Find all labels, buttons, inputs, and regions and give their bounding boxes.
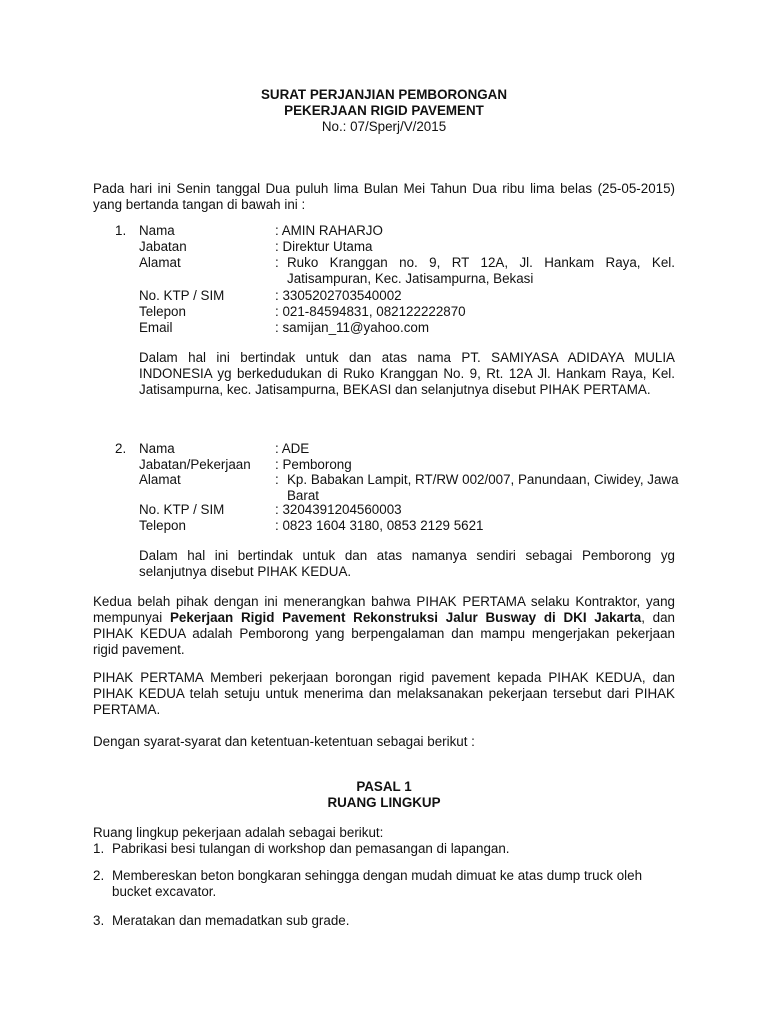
party-1-alamat-value: Ruko Kranggan no. 9, RT 12A, Jl. Hankam Raya, Kel. Jatisampuran, Kec. Jatisampurna, Bekasi (287, 255, 675, 286)
party-1-number: 1. (115, 223, 127, 238)
list-item-text: Meratakan dan memadatkan sub grade. (112, 913, 350, 928)
party-2-nama-value: : ADE (275, 441, 310, 456)
list-item-text: Pabrikasi besi tulangan di workshop dan pemasangan di lapangan. (112, 841, 510, 856)
paragraph-1-text-before: Kedua belah pihak dengan ini menerangkan bahwa PIHAK PERTAMA selaku Kontraktor, yang mempunyai (93, 594, 675, 625)
party-2-statement: Dalam hal ini bertindak untuk dan atas namanya sendiri sebagai Pemborong yg selanjutnya disebut PIHAK KEDUA. (139, 548, 675, 579)
agreement-paragraph-3: Dengan syarat-syarat dan ketentuan-ketentuan sebagai berikut : (93, 734, 475, 749)
party-1-ktp-label: No. KTP / SIM (139, 288, 225, 303)
intro-paragraph: Pada hari ini Senin tanggal Dua puluh lima Bulan Mei Tahun Dua ribu lima belas (25-05-2015) yang bertanda tangan di bawah ini : (93, 181, 675, 212)
party-1-email-label: Email (139, 320, 173, 335)
pasal-1-subheading: RUANG LINGKUP (327, 795, 441, 810)
list-item-text: Membereskan beton bongkaran sehingga dengan mudah dimuat ke atas dump truck oleh bucket excavator. (112, 868, 643, 899)
document-number: No.: 07/Sperj/V/2015 (321, 119, 447, 134)
party-2-telepon-label: Telepon (139, 518, 186, 533)
agreement-paragraph-2: PIHAK PERTAMA Memberi pekerjaan borongan rigid pavement kepada PIHAK KEDUA, dan PIHAK KEDUA telah setuju untuk menerima dan melaksanakan pekerjaan tersebut dari PIHAK PERTAMA. (93, 670, 675, 717)
party-1-telepon-value: : 021-84594831, 082122222870 (275, 304, 466, 319)
party-2-telepon-value: : 0823 1604 3180, 0853 2129 5621 (275, 518, 484, 533)
paragraph-1-text-after: , dan PIHAK KEDUA adalah Pemborong yang berpengalaman dan mampu mengerjakan pekerjaan rigid pavement. (93, 610, 675, 657)
party-1-nama-value: : AMIN RAHARJO (275, 223, 383, 238)
document-subtitle: PEKERJAAN RIGID PAVEMENT (284, 103, 484, 118)
project-name: Pekerjaan Rigid Pavement Rekonstruksi Jalur Busway di DKI Jakarta (169, 610, 642, 625)
party-2-alamat-colon: : (275, 472, 279, 487)
party-1-ktp-value: : 3305202703540002 (275, 288, 402, 303)
party-2-alamat-label: Alamat (139, 472, 181, 487)
party-1-alamat-colon: : (275, 255, 279, 270)
party-1-email-value: : samijan_11@yahoo.com (275, 320, 430, 335)
pasal-1-heading: PASAL 1 (356, 779, 412, 794)
party-2-ktp-value: : 3204391204560003 (275, 502, 402, 517)
party-1-statement: Dalam hal ini bertindak untuk dan atas nama PT. SAMIYASA ADIDAYA MULIA INDONESIA yg berkedudukan di Ruko Kranggan No. 9, Rt. 12A Jl. Hankam Raya, Kel. Jatisampurna, kec. Jatisampurna, BEKASI dan selanjutnya disebut PIHAK PERTAMA. (139, 350, 675, 397)
party-1-nama-label: Nama (139, 223, 175, 238)
party-2-jabatan-value: : Pemborong (275, 457, 352, 472)
list-item-number: 3. (93, 913, 105, 928)
document-title: SURAT PERJANJIAN PEMBORONGAN (260, 87, 507, 102)
pasal-1-intro: Ruang lingkup pekerjaan adalah sebagai berikut: (93, 825, 384, 840)
party-1-jabatan-label: Jabatan (139, 239, 187, 254)
party-1-telepon-label: Telepon (139, 304, 186, 319)
party-2-ktp-label: No. KTP / SIM (139, 502, 225, 517)
party-2-jabatan-label: Jabatan/Pekerjaan (139, 457, 251, 472)
party-1-alamat-label: Alamat (139, 255, 181, 270)
party-1-jabatan-value: : Direktur Utama (275, 239, 373, 254)
list-item-number: 1. (93, 841, 105, 856)
party-2-nama-label: Nama (139, 441, 175, 456)
agreement-paragraph-1 (93, 594, 675, 658)
party-2-number: 2. (115, 441, 127, 456)
list-item-number: 2. (93, 868, 105, 883)
party-2-alamat-value: Kp. Babakan Lampit, RT/RW 002/007, Panundaan, Ciwidey, Jawa Barat (287, 472, 679, 503)
